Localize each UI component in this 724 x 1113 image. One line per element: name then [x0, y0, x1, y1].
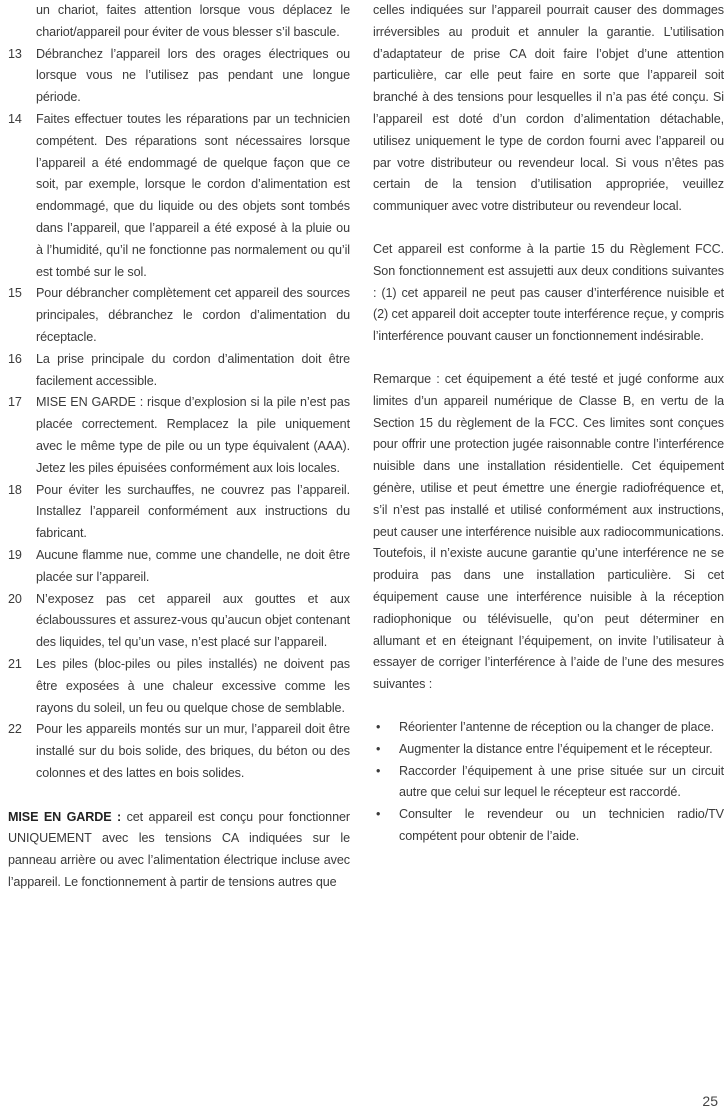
- item-number: 17: [8, 395, 22, 410]
- intro-continuation: un chariot, faites attention lorsque vous déplacez le chariot/appareil pour éviter de vous blesser s’il bascule.: [36, 3, 350, 39]
- bullet-icon: •: [376, 741, 381, 756]
- item-text: Aucune flamme nue, comme une chandelle, ne doit être placée sur l’appareil.: [36, 547, 350, 584]
- warning-label: MISE EN GARDE :: [8, 809, 122, 824]
- bullet-text: Réorienter l’antenne de réception ou la changer de place.: [399, 719, 714, 734]
- item-text: Pour éviter les surchauffes, ne couvrez pas l’appareil. Installez l’appareil conformément aux instructions du fabricant.: [36, 482, 350, 541]
- list-item: [373, 717, 724, 739]
- item-text: Pour débrancher complètement cet appareil des sources principales, débranchez le cordon d’alimentation du réceptacle.: [36, 286, 350, 344]
- list-item: [8, 349, 350, 393]
- bullet-text: Consulter le revendeur ou un technicien radio/TV compétent pour obtenir de l’aide.: [399, 807, 724, 843]
- item-number: 20: [8, 591, 22, 606]
- item-text: Pour les appareils montés sur un mur, l’appareil doit être installé sur du bois solide, des briques, du béton ou des colonnes et des lattes en bois solides.: [36, 722, 350, 780]
- bullet-icon: •: [376, 719, 381, 734]
- bullet-text: Augmenter la distance entre l’équipement et le récepteur.: [399, 741, 713, 756]
- bullet-icon: •: [376, 807, 381, 822]
- bullet-icon: •: [376, 763, 381, 778]
- list-item: [8, 480, 350, 545]
- measures-list: [373, 717, 724, 848]
- item-text: MISE EN GARDE : risque d’explosion si la pile n’est pas placée correctement. Remplacez la pile uniquement avec le même type de pile ou un type équivalent (AAA). Jetez les piles épuisées conformément aux lois locales.: [36, 395, 350, 475]
- page-number: 25: [702, 1093, 718, 1109]
- fcc-note-paragraph: Remarque : cet équipement a été testé et jugé conforme aux limites d’un appareil numérique de Classe B, en vertu de la Section 15 du règlement de la FCC. Ces limites sont conçues pour offrir une protection jugée raisonnable contre l’interférence nuisible dans une installation résidentielle. Cet équipement génère, utilise et peut émettre une énergie radiofréquence et, s’il n’est pas installé et utilisé conformément aux instructions, peut causer une interférence nuisible aux radiocommunications. Toutefois, il n’existe aucune garantie qu’une interférence ne se produira pas dans une installation particulière. Si cet équipement cause une interférence nuisible à la réception radiophonique ou télévisuelle, qu’on peut déterminer en allumant et en éteignant l’équipement, on invite l’utilisateur à essayer de corriger l’interférence à l’aide de l’une des mesures suivantes :: [373, 371, 724, 692]
- list-item: [373, 761, 724, 805]
- item-text: Faites effectuer toutes les réparations par un technicien compétent. Des réparations sont nécessaires lorsque l’appareil a été endommagé de quelque façon que ce soit, par exemple, lorsque le cordon d’alimentation est endommagé, que du liquide ou des objets sont tombés dans l’appareil, que l’appareil a été exposé à la pluie ou à l’humidité, qu’il ne fonctionne pas normalement ou qu’il est tombé sur le sol.: [36, 111, 350, 279]
- list-item: [8, 283, 350, 348]
- item-number: 16: [8, 351, 22, 366]
- voltage-paragraph: celles indiquées sur l’appareil pourrait causer des dommages irréversibles au produit et annuler la garantie. L’utilisation d’adaptateur de prise CA doit faire l’objet d’une attention particulière, car elle peut faire en sorte que l’appareil soit branché à des tensions pour lesquelles il n’a pas été conçu. Si l’appareil est doté d’un cordon d’alimentation détachable, utilisez uniquement le type de cordon fourni avec l’appareil ou par votre distributeur ou revendeur local. Si vous n’êtes pas certain de la tension d’utilisation appropriée, veuillez communiquer avec votre distributeur ou revendeur local.: [373, 3, 724, 214]
- item-number: 13: [8, 46, 22, 61]
- item-number: 19: [8, 547, 22, 562]
- bullet-text: Raccorder l’équipement à une prise située sur un circuit autre que celui sur lequel le récepteur est raccordé.: [399, 763, 724, 800]
- left-column: [8, 0, 350, 906]
- list-item: [8, 392, 350, 479]
- item-number: 22: [8, 722, 22, 737]
- item-text: La prise principale du cordon d’alimentation doit être facilement accessible.: [36, 351, 350, 388]
- item-text: N’exposez pas cet appareil aux gouttes et aux éclaboussures et assurez-vous qu’aucun objet contenant des liquides, tel qu’un vase, n’est placé sur l’appareil.: [36, 591, 350, 650]
- list-item: [373, 804, 724, 848]
- item-number: 21: [8, 656, 22, 671]
- list-item: [8, 719, 350, 784]
- list-item: [8, 589, 350, 654]
- right-column: [373, 0, 724, 848]
- list-item: [8, 109, 350, 283]
- list-item: [8, 44, 350, 109]
- warning-text: cet appareil est conçu pour fonctionner UNIQUEMENT avec les tensions CA indiquées sur le panneau arrière ou avec l’alimentation électrique incluse avec l’appareil. Le fonctionnement à partir de tensions autres que: [8, 809, 350, 890]
- list-item: [373, 739, 724, 761]
- item-text: Débranchez l’appareil lors des orages électriques ou lorsque vous ne l’utilisez pas pendant une longue période.: [36, 46, 350, 105]
- warning-paragraph: [8, 807, 350, 894]
- item-number: 15: [8, 286, 22, 301]
- item-number: 18: [8, 482, 22, 497]
- item-number: 14: [8, 111, 22, 126]
- list-item: [8, 545, 350, 589]
- fcc-compliance-paragraph: Cet appareil est conforme à la partie 15 du Règlement FCC. Son fonctionnement est assujetti aux deux conditions suivantes : (1) cet appareil ne peut pas causer d’interférence nuisible et (2) cet appareil doit accepter toute interférence reçue, y compris l’interférence pouvant causer un fonctionnement indésirable.: [373, 241, 724, 344]
- item-text: Les piles (bloc-piles ou piles installés) ne doivent pas être exposées à une chaleur excessive comme les rayons du soleil, un feu ou quelque chose de semblable.: [36, 656, 350, 715]
- list-item: [8, 654, 350, 719]
